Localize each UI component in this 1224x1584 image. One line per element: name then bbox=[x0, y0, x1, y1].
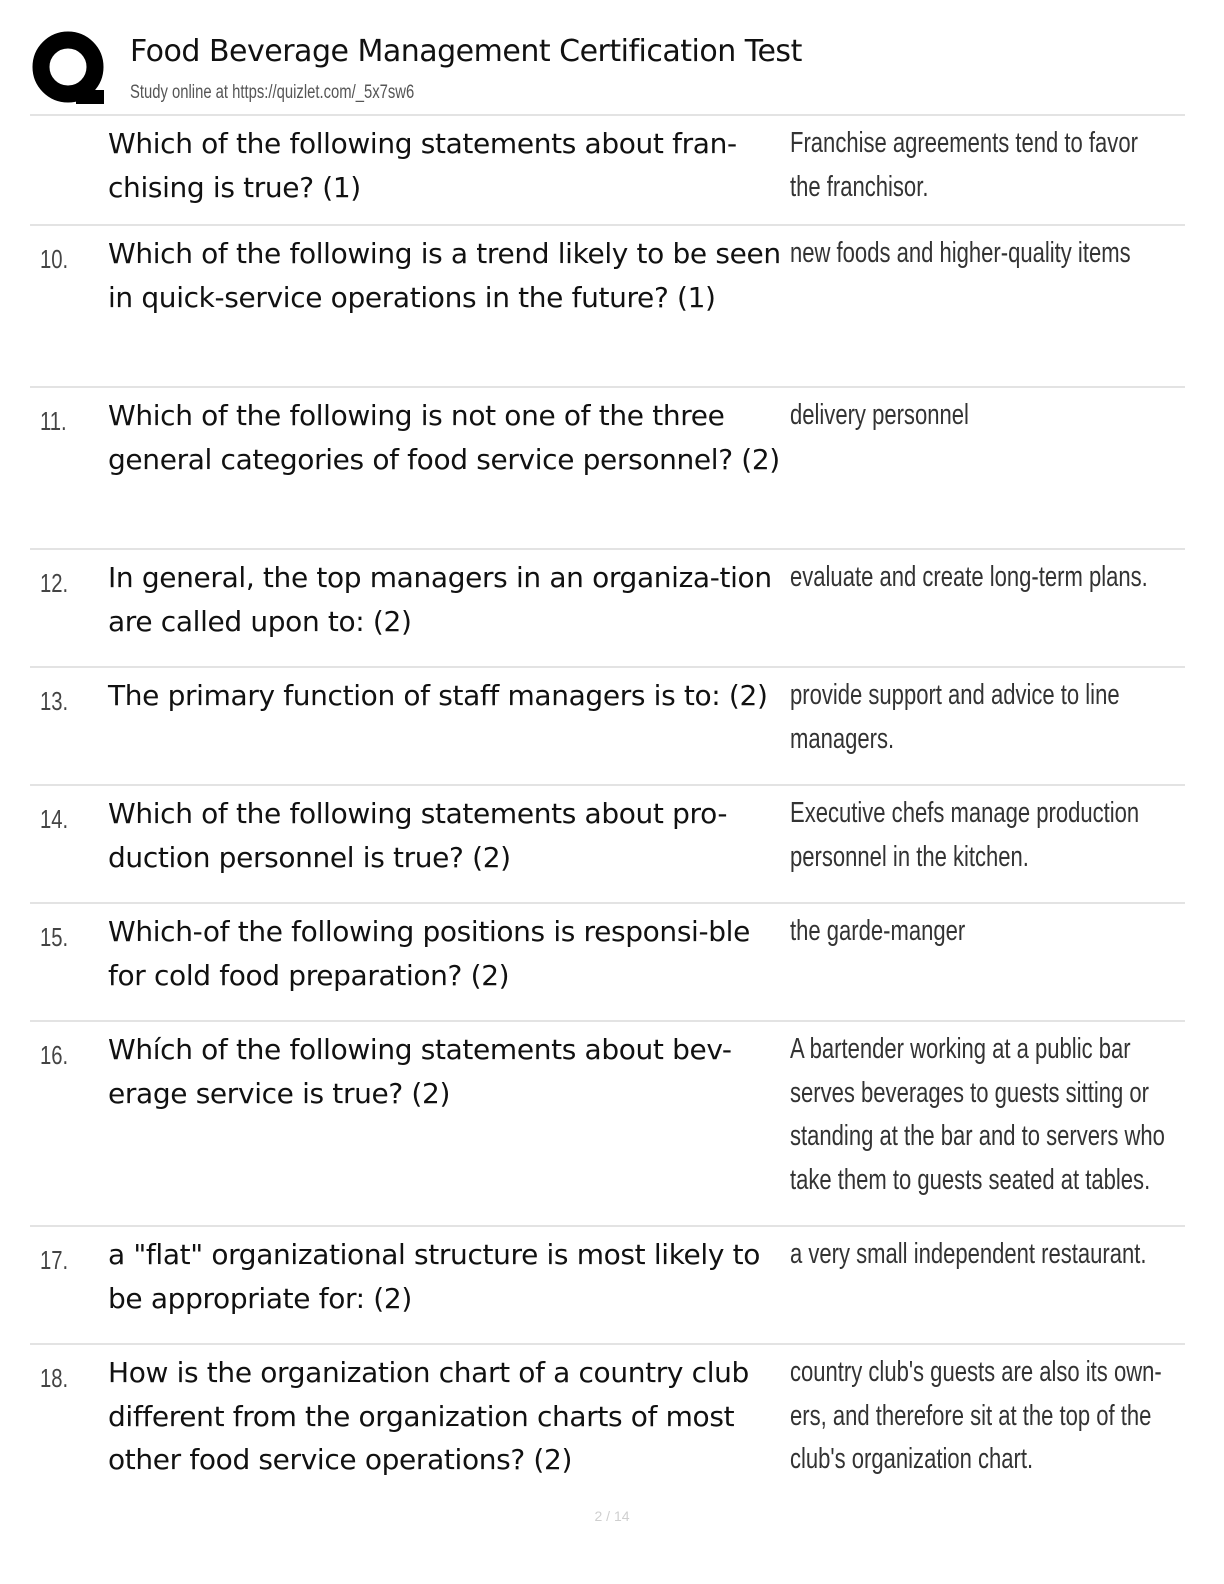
card-answer: evaluate and create long-term plans. bbox=[790, 561, 1148, 593]
card-question: Which of the following is a trend likely to be seen in quick-service operations in the future? (1) bbox=[108, 237, 781, 314]
flashcard-row bbox=[30, 224, 1185, 386]
flashcard-row bbox=[30, 666, 1185, 784]
card-number: 15. bbox=[40, 922, 69, 952]
flashcard-row bbox=[30, 902, 1185, 1020]
card-answer: new foods and higher-quality items bbox=[790, 237, 1131, 269]
card-number: 18. bbox=[40, 1363, 69, 1393]
quizlet-q-logo-icon bbox=[30, 30, 110, 110]
card-number: 17. bbox=[40, 1245, 69, 1275]
page-header bbox=[30, 30, 1185, 114]
card-number: 14. bbox=[40, 804, 69, 834]
card-answer: delivery personnel bbox=[790, 399, 969, 431]
flashcard-list bbox=[30, 114, 1185, 1505]
card-question: a "flat" organizational structure is most likely to be appropriate for: (2) bbox=[108, 1238, 761, 1315]
card-question: Which-of the following positions is responsi-ble for cold food preparation? (2) bbox=[108, 915, 750, 992]
card-question: Which of the following statements about fran-chising is true? (1) bbox=[108, 127, 737, 204]
page-number: 2 / 14 bbox=[594, 1508, 630, 1524]
flashcard-row bbox=[30, 784, 1185, 902]
card-answer: a very small independent restaurant. bbox=[790, 1238, 1147, 1270]
card-answer: A bartender working at a public bar serves beverages to guests sitting or standing at the bar and to servers who take them to guests seated at tables. bbox=[790, 1033, 1165, 1196]
card-answer: provide support and advice to line managers. bbox=[790, 679, 1120, 755]
card-question: Whích of the following statements about bev-erage service is true? (2) bbox=[108, 1033, 732, 1110]
card-question: How is the organization chart of a country club different from the organization charts of most other food service operations? (2) bbox=[108, 1356, 749, 1476]
flashcard-row bbox=[30, 114, 1185, 224]
card-number: 10. bbox=[40, 244, 69, 274]
flashcard-row bbox=[30, 1343, 1185, 1505]
card-number: 16. bbox=[40, 1040, 69, 1070]
card-question: Which of the following is not one of the three general categories of food service personnel? (2) bbox=[108, 399, 780, 476]
card-answer: Franchise agreements tend to favor the franchisor. bbox=[790, 127, 1138, 203]
card-number: 13. bbox=[40, 686, 69, 716]
card-number: 11. bbox=[40, 406, 67, 436]
card-question: Which of the following statements about pro-duction personnel is true? (2) bbox=[108, 797, 728, 874]
page-title: Food Beverage Management Certification Test bbox=[130, 34, 802, 69]
card-answer: Executive chefs manage production personnel in the kitchen. bbox=[790, 797, 1140, 873]
flashcard-row bbox=[30, 1225, 1185, 1343]
card-number: 12. bbox=[40, 568, 69, 598]
card-question: In general, the top managers in an organiza-tion are called upon to: (2) bbox=[108, 561, 772, 638]
study-online-link[interactable]: Study online at https://quizlet.com/_5x7sw6 bbox=[130, 82, 415, 103]
card-answer: the garde-manger bbox=[790, 915, 966, 947]
flashcard-row bbox=[30, 1020, 1185, 1225]
card-answer: country club's guests are also its own-ers, and therefore sit at the top of the club's organization chart. bbox=[790, 1356, 1162, 1475]
card-question: The primary function of staff managers is to: (2) bbox=[108, 679, 768, 712]
flashcard-row bbox=[30, 386, 1185, 548]
flashcard-row bbox=[30, 548, 1185, 666]
